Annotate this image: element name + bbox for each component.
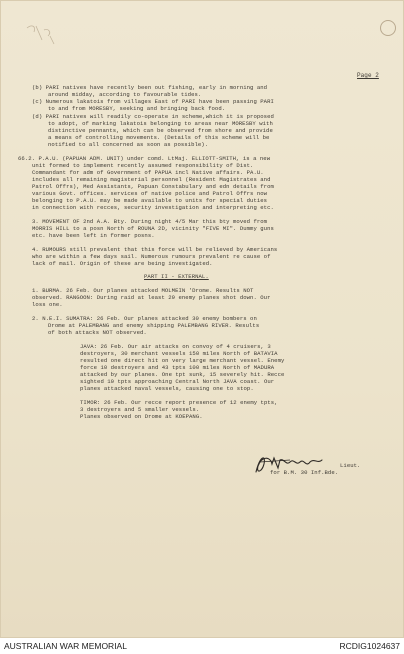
text-line: of both attacks NOT observed. <box>48 329 147 336</box>
text-line: for B.M. 30 Inf.Bde. <box>270 469 339 476</box>
handwritten-signature <box>250 450 330 478</box>
text-line: 3 destroyers and 5 smaller vessels. <box>80 406 200 413</box>
text-line: destroyers, 30 merchant vessels 150 miles North of BATAVIA <box>80 350 278 357</box>
text-line: sighted 10 tpts approaching Central North JAVA coast. Our <box>80 378 275 385</box>
text-line: distinctive pennants, which can be observed from shore and provide <box>48 127 273 134</box>
text-line: Patrol Offrs), Med Assistants, Papuan Constabulary and edn details from <box>32 183 274 190</box>
text-line: around midday, according to favourable tides. <box>48 91 202 98</box>
text-line: a means of controlling movements. (Details of this scheme will be <box>48 134 270 141</box>
text-line: (d) PARI natives will readily co-operate in scheme,which it is proposed <box>32 113 274 120</box>
text-line: unit formed to implement recently assumed responsibility of Dist. <box>32 162 254 169</box>
text-line: to and from MORESBY, seeking and bringing back food. <box>48 105 226 112</box>
text-line: various Govt. offices. services of native police and Patrol Offrs now <box>32 190 268 197</box>
text-line: TIMOR: 26 Feb. Our recce report presence of 12 enemy tpts, <box>80 399 278 406</box>
text-line: 4. RUMOURS still prevalent that this force will be relieved by Americans <box>32 246 278 253</box>
text-line: 3. MOVEMENT OF 2nd A.A. Bty. During night 4/5 Mar this bty moved from <box>32 218 268 225</box>
text-line: Drome at PALEMBANG and enemy shipping PALEMBANG RIVER. Results <box>48 322 260 329</box>
text-line: in connection with recces, security investigation and interpreting etc. <box>32 204 274 211</box>
text-line: loss one. <box>32 301 63 308</box>
text-line: to adopt, of marking lakatois belonging to areas near MORESBY with <box>48 120 273 127</box>
text-line: 66.2. P.A.U. (PAPUAN ADM. UNIT) under comd. LtMaj. ELLIOTT-SMITH, is a new <box>18 155 271 162</box>
text-line: (b) PARI natives have recently been out fishing, early in morning and <box>32 84 268 91</box>
text-line: who are within a few days sail. Numerous rumours prevalent re cause of <box>32 253 271 260</box>
pencil-annotation <box>24 22 58 46</box>
text-line: resulted one direct hit on very large merchant vessel. Enemy <box>80 357 285 364</box>
text-line: belonging to P.A.U. may be made available to units for special duties <box>32 197 268 204</box>
text-line: notified to all concerned as soon as possible). <box>48 141 209 148</box>
pencil-circle-mark <box>380 20 396 36</box>
text-line: 1. BURMA. 26 Feb. Our planes attacked MOLMEIN 'Drome. Results NOT <box>32 287 254 294</box>
text-line: Planes observed on Drome at KOEPANG. <box>80 413 203 420</box>
text-line: PART II - EXTERNAL. <box>144 273 209 280</box>
text-line: attacked by our planes. One tpt sunk, 15 severely hit. Recce <box>80 371 285 378</box>
text-line: Commandant for adm of Government of PAPUA incl Native affairs. PA.U. <box>32 169 264 176</box>
footer-bar <box>0 638 404 654</box>
text-line: etc. have been left in former posns. <box>32 232 155 239</box>
footer-record-id: RCDIG1024637 <box>339 641 400 651</box>
text-line: planes attacked naval vessels, causing one to stop. <box>80 385 254 392</box>
text-line: 2. N.E.I. SUMATRA: 26 Feb. Our planes attacked 30 enemy bombers on <box>32 315 257 322</box>
page-number: Page 2 <box>357 72 379 79</box>
text-line: MORRIS HILL to a posn North of ROUNA 2D, vicinity "FIVE MI". Dummy guns <box>32 225 274 232</box>
text-line: force 10 destroyers and 43 tpts 100 miles North of MADURA <box>80 364 275 371</box>
text-line: observed. RANGOON: During raid at least 29 enemy planes shot down. Our <box>32 294 271 301</box>
text-line: Lieut. <box>340 462 361 469</box>
text-line: includes all remaining magisterial personnel (Resident Magistrates and <box>32 176 271 183</box>
text-line: JAVA: 26 Feb. Our air attacks on convoy of 4 cruisers, 3 <box>80 343 271 350</box>
footer-credit: AUSTRALIAN WAR MEMORIAL <box>4 641 127 651</box>
text-line: lack of mail. Origin of these are being investigated. <box>32 260 213 267</box>
text-line: (c) Numerous lakatois from villages East of PARI have been passing PARI <box>32 98 274 105</box>
